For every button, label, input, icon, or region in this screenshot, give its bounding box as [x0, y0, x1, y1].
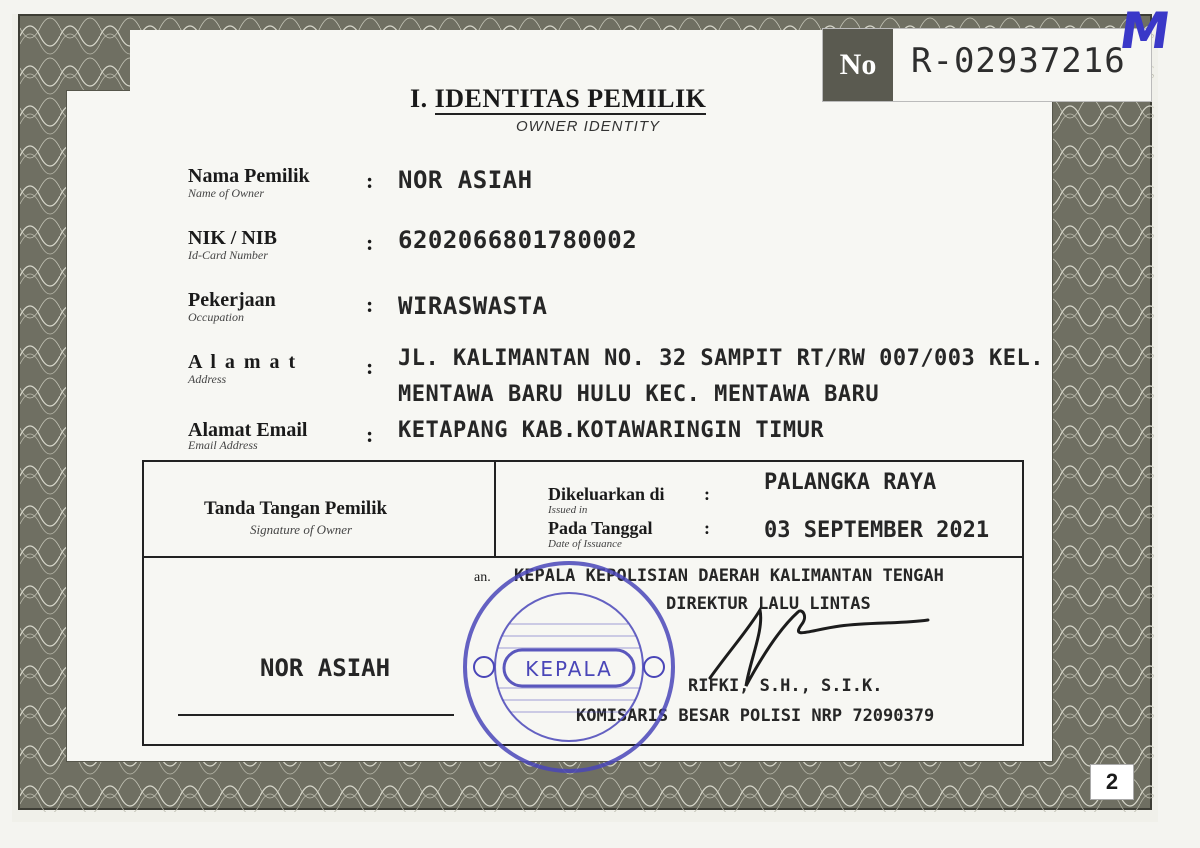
owner-signature-line [178, 714, 454, 716]
issue-date-value: 03 SEPTEMBER 2021 [764, 518, 990, 543]
nik-sublabel: Id-Card Number [188, 248, 268, 262]
signing-officer-name: RIFKI, S.H., S.I.K. [688, 676, 883, 696]
address-colon: : [366, 354, 374, 379]
occupation-colon: : [366, 292, 374, 317]
address-sublabel: Address [188, 372, 227, 386]
section-title-text: IDENTITAS PEMILIK [434, 84, 707, 113]
occupation-value: WIRASWASTA [398, 292, 548, 320]
officer-signature [690, 590, 950, 700]
issue-date-label: Pada Tanggal [548, 518, 653, 538]
address-label: A l a m a t [188, 351, 298, 373]
serial-number-value: R-02937216 [911, 41, 1126, 81]
owner-signature-label: Tanda Tangan Pemilik [204, 498, 388, 519]
nik-colon: : [366, 230, 374, 255]
on-behalf-prefix: an. [474, 570, 491, 585]
nik-value: 6202066801780002 [398, 226, 638, 254]
serial-number-label: No [823, 29, 893, 101]
police-stamp [458, 556, 680, 778]
occupation-sublabel: Occupation [188, 310, 244, 324]
table-vertical-divider [494, 462, 496, 558]
email-colon: : [366, 422, 374, 447]
owner-name-value: NOR ASIAH [398, 166, 533, 194]
address-line-1: JL. KALIMANTAN NO. 32 SAMPIT RT/RW 007/003 KEL. [398, 346, 1045, 371]
issue-date-colon: : [704, 518, 710, 538]
nik-label: NIK / NIB [188, 227, 277, 249]
occupation-label: Pekerjaan [188, 289, 276, 311]
section-number: I. [410, 84, 428, 113]
email-label: Alamat Email [188, 419, 308, 441]
owner-name-label: Nama Pemilik [188, 165, 310, 187]
section-title [410, 84, 706, 114]
owner-signature-sublabel: Signature of Owner [250, 522, 353, 537]
owner-name-colon: : [366, 168, 374, 193]
section-subtitle: OWNER IDENTITY [516, 118, 660, 135]
issuing-director: DIREKTUR LALU LINTAS [666, 594, 871, 614]
issued-in-colon: : [704, 484, 710, 504]
stamp-letter: M [1115, 2, 1174, 60]
issue-date-sublabel: Date of Issuance [548, 538, 622, 550]
address-line-2: MENTAWA BARU HULU KEC. MENTAWA BARU [398, 382, 880, 407]
serial-number-box [822, 28, 1152, 102]
owner-signature-name: NOR ASIAH [260, 654, 391, 682]
page-number: 2 [1090, 764, 1134, 800]
stamp-center-text: KEPALA [525, 657, 613, 681]
issued-in-label: Dikeluarkan di [548, 484, 665, 504]
issuing-authority: KEPALA KEPOLISIAN DAERAH KALIMANTAN TENGAH [514, 566, 944, 586]
address-line-3: KETAPANG KAB.KOTAWARINGIN TIMUR [398, 418, 825, 443]
issued-in-value: PALANGKA RAYA [764, 470, 937, 495]
signing-officer-rank: KOMISARIS BESAR POLISI NRP 72090379 [576, 706, 935, 726]
owner-name-sublabel: Name of Owner [188, 186, 264, 200]
email-sublabel: Email Address [188, 438, 258, 452]
issued-in-sublabel: Issued in [548, 504, 588, 516]
